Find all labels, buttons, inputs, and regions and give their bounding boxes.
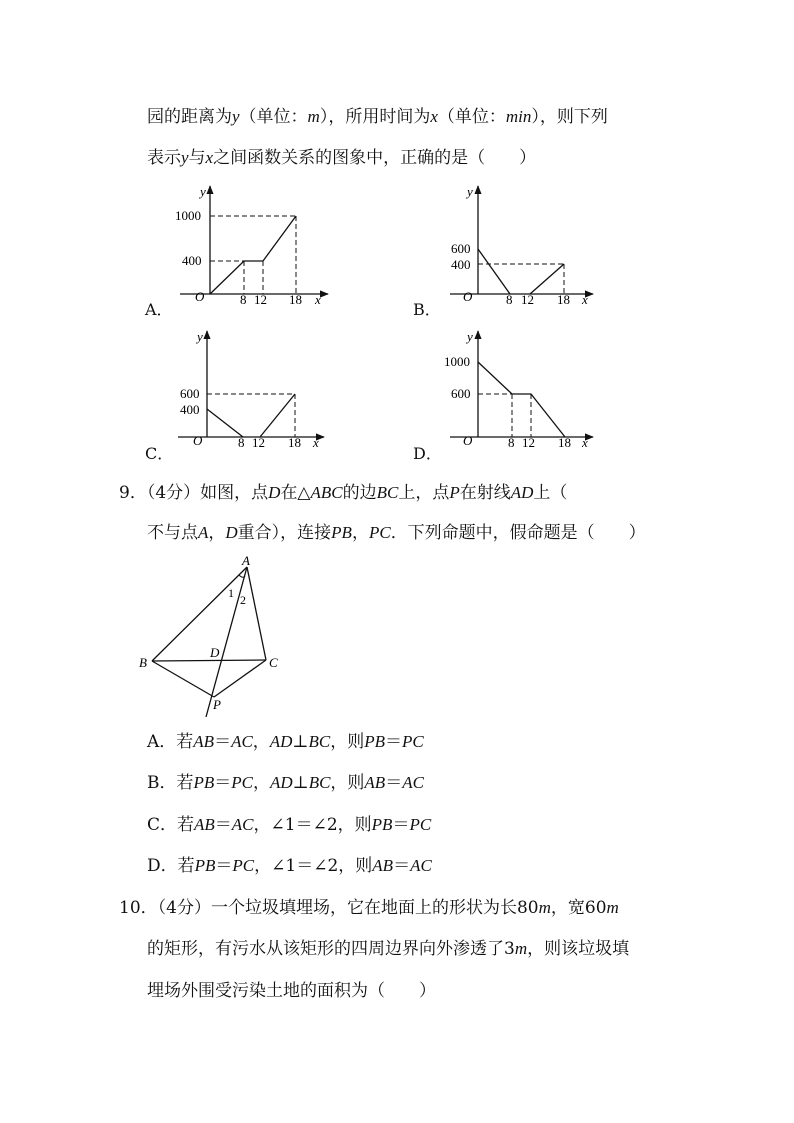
angle-2: 2 [240, 593, 246, 607]
point-p: P [213, 697, 221, 712]
triangle-figure [130, 552, 290, 722]
x-axis-label: x [582, 435, 588, 450]
q9-option-b[interactable]: B．若PB＝PC，AD⊥BC，则AB＝AC [147, 773, 424, 793]
y-tick: 400 [182, 253, 202, 268]
x-tick: 18 [289, 292, 302, 307]
q9-option-d[interactable]: D．若PB＝PC，∠1＝∠2，则AB＝AC [147, 856, 432, 876]
x-tick: 8 [240, 292, 247, 307]
q9-line-1: 9．（4分）如图，点D在△ABC的边BC上，点P在射线AD上（ [119, 483, 568, 503]
x-axis-label: x [315, 292, 321, 307]
graph-c-label: C． [145, 444, 174, 463]
graph-d-label: D． [413, 444, 442, 463]
x-axis-label: x [582, 292, 588, 307]
graph-line [530, 264, 564, 294]
x-axis-label: x [313, 435, 319, 450]
y-tick: 600 [180, 386, 200, 401]
x-tick: 18 [557, 292, 570, 307]
q9-option-a[interactable]: A．若AB＝AC，AD⊥BC，则PB＝PC [147, 732, 424, 752]
q8-line-1: 园的距离为y（单位：m），所用时间为x（单位：min），则下列 [147, 107, 608, 127]
graph-a-label: A． [145, 300, 173, 319]
y-tick: 400 [180, 402, 200, 417]
q9-line-2: 不与点A，D重合），连接PB，PC．下列命题中，假命题是（ ） [147, 523, 646, 543]
point-d: D [210, 645, 220, 660]
x-tick: 12 [252, 435, 265, 450]
origin-label: O [195, 289, 205, 304]
q10-line-2: 的矩形，有污水从该矩形的四周边界向外渗透了3m，则该垃圾填 [147, 939, 630, 959]
q10-line-3: 埋场外围受污染土地的面积为（ ） [147, 981, 436, 1001]
x-tick: 18 [558, 435, 571, 450]
y-axis-label: y [200, 184, 206, 199]
origin-label: O [463, 433, 473, 448]
segment-pc [214, 660, 266, 697]
q9-option-c[interactable]: C．若AB＝AC，∠1＝∠2，则PB＝PC [147, 815, 432, 835]
graph-line [478, 249, 510, 294]
segment-pb [152, 661, 214, 697]
y-tick: 600 [451, 386, 471, 401]
point-b: B [139, 655, 147, 670]
angle-1: 1 [228, 586, 234, 600]
y-tick: 400 [451, 257, 471, 272]
point-c: C [269, 655, 278, 670]
graph-b-label: B． [413, 300, 441, 319]
x-tick: 12 [522, 435, 535, 450]
y-axis-label: y [467, 184, 473, 199]
q8-line-2: 表示y与x之间函数关系的图象中，正确的是（ ） [147, 148, 537, 168]
graph-line [210, 216, 296, 294]
x-tick: 8 [238, 435, 245, 450]
graph-line [260, 394, 295, 437]
ray-ap [206, 567, 247, 717]
origin-label: O [193, 433, 203, 448]
x-tick: 12 [521, 292, 534, 307]
y-tick: 600 [451, 241, 471, 256]
q10-line-1: 10．（4分）一个垃圾填埋场，它在地面上的形状为长80m，宽60m [119, 898, 619, 918]
y-axis-label: y [467, 329, 473, 344]
point-a: A [242, 553, 250, 568]
y-tick: 1000 [444, 354, 470, 369]
segment-bc [152, 660, 266, 661]
x-tick: 8 [506, 292, 513, 307]
x-tick: 12 [254, 292, 267, 307]
origin-label: O [463, 289, 473, 304]
x-tick: 8 [508, 435, 515, 450]
graph-line [207, 409, 243, 437]
graph-line [478, 362, 565, 437]
x-tick: 18 [288, 435, 301, 450]
y-axis-label: y [197, 329, 203, 344]
segment-ac [247, 567, 266, 660]
segment-ab [152, 567, 247, 661]
y-tick: 1000 [175, 208, 201, 223]
